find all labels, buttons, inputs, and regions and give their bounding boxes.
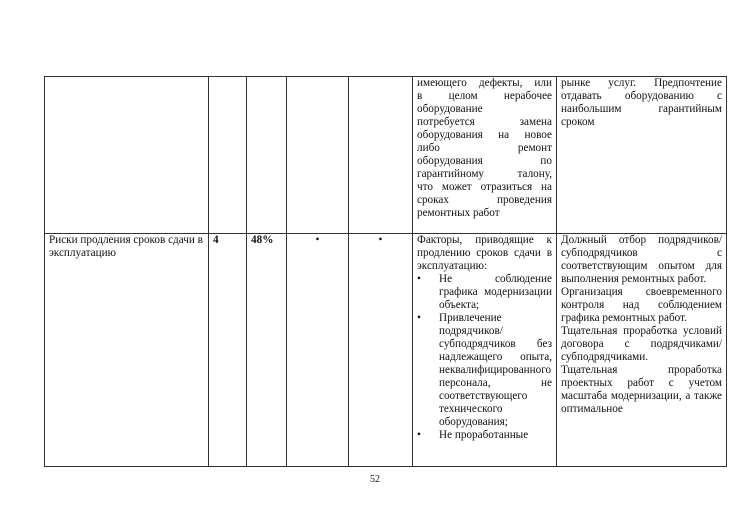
text-line: сроках проведения [417,194,552,206]
text-line: оборудования на новое [417,129,552,141]
text-line: в целом нерабочее [417,90,552,102]
text-line: потребуется замена [417,116,552,128]
text-line: оборудование [417,103,483,115]
text-line: наибольшим гарантийным [561,103,722,115]
text-line: сроком [561,116,595,128]
measure-paragraph: Организация своевременного контроля над соблюдением графика ремонтных работ. [561,286,722,324]
list-item-text: Привлечение подрядчиков/субподрядчиков без надлежащего опыта, неквалифицированного персонала, не соответствующего технического оборудования; [439,312,552,428]
percent-cell [247,234,287,467]
mark-cell [287,77,349,234]
risk-score: 4 [213,234,219,246]
factors-cell [413,234,557,467]
factors-intro: Факторы, приводящие к продлению сроков сдачи в эксплуатацию: [417,234,552,272]
bullet-mark: • [315,234,320,246]
bullet-mark: • [417,273,421,285]
risk-name-cell [45,77,209,234]
score-cell [209,234,247,467]
text-line: гарантийному талону, [417,168,552,180]
factors-cell [413,77,557,234]
measure-paragraph: Должный отбор подрядчиков/субподрядчиков с соответствующим опытом для выполнения ремонтных работ. [561,234,722,285]
risk-name: Риски продления сроков сдачи в эксплуатацию [49,234,203,259]
list-item-text: Не проработанные [439,429,529,441]
measures-cell [557,77,727,234]
measures-cell [557,234,727,467]
bullet-mark: • [378,234,383,246]
text-line: отдавать оборудованию с [561,90,722,102]
page-number: 52 [370,474,380,485]
list-item [417,429,552,442]
list-item [417,312,552,429]
risk-name-cell [45,234,209,467]
mark-cell [287,234,349,467]
risk-percent: 48% [251,234,274,246]
measure-paragraph: Тщательная проработка проектных работ с учетом масштаба модернизации, а также оптимальное [561,364,722,415]
mark-cell [349,77,413,234]
text-line: рынке услуг. Предпочтение [561,77,722,89]
text-line: оборудования по [417,155,552,167]
bullet-mark: • [417,429,421,441]
mark-cell [349,234,413,467]
text-line: что может отразиться на [417,181,552,193]
list-item [417,273,552,312]
text-line: ремонтных работ [417,207,500,219]
score-cell [209,77,247,234]
bullet-mark: • [417,312,421,324]
text-line: имеющего дефекты, или [417,77,552,89]
risk-table [44,76,727,467]
measure-paragraph: Тщательная проработка условий договора с подрядчиками/субподрядчиками. [561,325,722,363]
table-row [45,234,727,467]
table-row [45,77,727,234]
list-item-text: Не соблюдение графика модернизации объекта; [439,273,552,311]
percent-cell [247,77,287,234]
text-line: либо ремонт [417,142,552,154]
